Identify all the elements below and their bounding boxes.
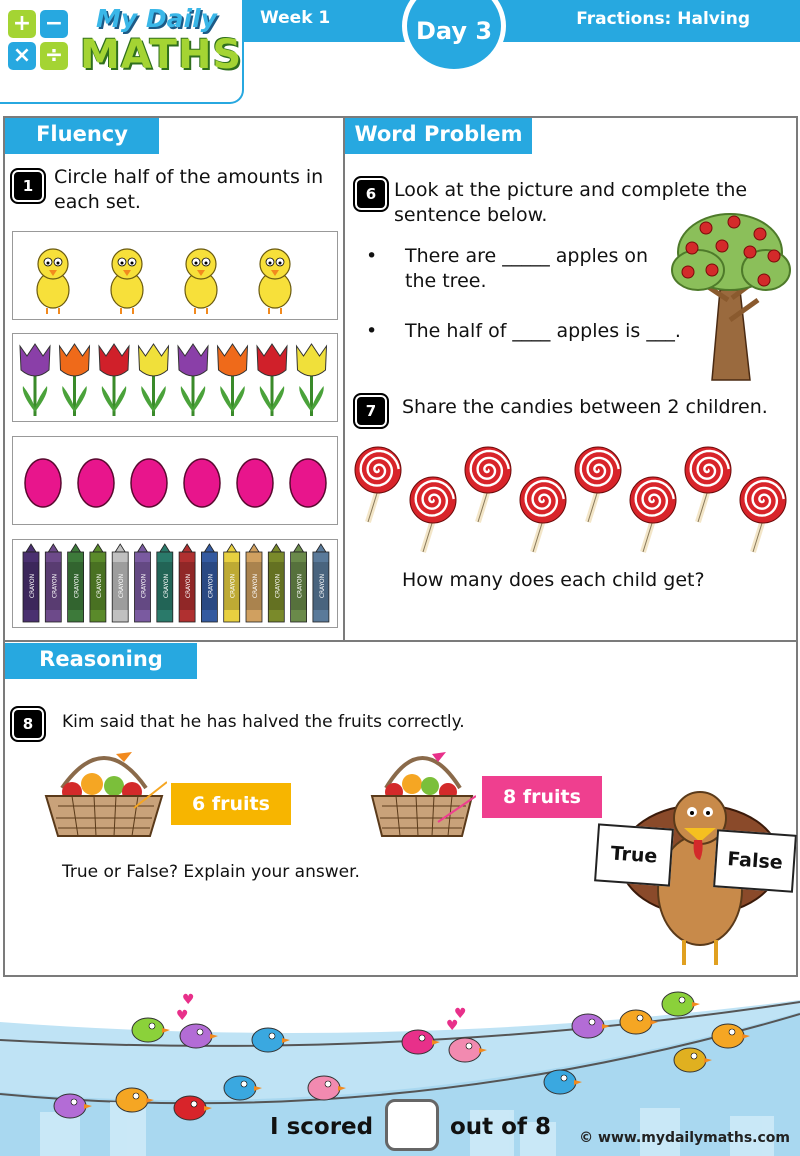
crayon-label: CRAYON bbox=[229, 573, 237, 599]
logo bbox=[0, 0, 244, 104]
q6-text: Look at the picture and complete the sentence below. bbox=[394, 179, 748, 226]
question-number-1: 1 bbox=[12, 170, 44, 202]
crayon-icon bbox=[112, 544, 128, 622]
times-symbol: × bbox=[8, 42, 36, 70]
day-label: Day 3 bbox=[415, 17, 493, 45]
fruit-basket-icon bbox=[368, 748, 476, 840]
lollipop-icon bbox=[740, 477, 786, 552]
crayon-icon bbox=[291, 544, 307, 622]
score-suffix: out of 8 bbox=[450, 1114, 551, 1140]
crayon-label: CRAYON bbox=[162, 573, 170, 599]
website-credit: © www.mydailymaths.com bbox=[579, 1130, 790, 1146]
crayon-label: CRAYON bbox=[51, 573, 59, 599]
q8-text: Kim said that he has halved the fruits correctly. bbox=[62, 712, 465, 732]
tulip-icons bbox=[13, 334, 339, 423]
lollipop-icon bbox=[575, 447, 621, 522]
crayon-icon bbox=[224, 544, 240, 622]
tulip-icon bbox=[297, 344, 327, 416]
false-card: False bbox=[713, 829, 797, 892]
egg-icon bbox=[290, 459, 326, 507]
apple-tree-icon bbox=[668, 200, 793, 382]
q6-bullet-1: There are _____ apples on the tree. bbox=[405, 245, 649, 292]
crayon-icon bbox=[135, 544, 151, 622]
crayon-label: CRAYON bbox=[140, 573, 148, 599]
crayon-set bbox=[12, 539, 338, 628]
question-number-7: 7 bbox=[355, 395, 387, 427]
lollipop-icons bbox=[350, 440, 795, 555]
egg-icon bbox=[131, 459, 167, 507]
crayon-icon bbox=[157, 544, 173, 622]
q7-question: How many does each child get? bbox=[402, 569, 705, 591]
tulip-icon bbox=[20, 344, 50, 416]
question-number-8: 8 bbox=[12, 708, 44, 740]
crayon-label: CRAYON bbox=[95, 573, 103, 599]
chick-icon bbox=[259, 249, 291, 314]
six-fruits-badge: 6 fruits bbox=[171, 783, 291, 825]
crayon-label: CRAYON bbox=[29, 573, 36, 599]
divide-symbol: ÷ bbox=[40, 42, 68, 70]
crayon-label: CRAYON bbox=[118, 573, 126, 599]
crayon-icon bbox=[246, 544, 262, 622]
question-number-6: 6 bbox=[355, 178, 387, 210]
crayon-icon bbox=[201, 544, 217, 622]
crayon-label: CRAYON bbox=[207, 573, 215, 599]
word-problem-title: Word Problem bbox=[345, 118, 532, 154]
crayon-icon bbox=[68, 544, 84, 622]
tulip-icon bbox=[178, 344, 208, 416]
heart-icon: ♥ bbox=[446, 1018, 459, 1034]
tulip-icon bbox=[99, 344, 129, 416]
egg-icons bbox=[13, 437, 339, 526]
plus-symbol: + bbox=[8, 10, 36, 38]
fruit-basket-icon bbox=[42, 748, 167, 840]
crayon-label: CRAYON bbox=[296, 573, 304, 599]
egg-icon bbox=[237, 459, 273, 507]
reasoning-prompt: True or False? Explain your answer. bbox=[62, 862, 360, 882]
crayon-icons bbox=[13, 540, 339, 629]
heart-icon: ♥ bbox=[454, 1006, 467, 1022]
score-prefix: I scored bbox=[270, 1114, 374, 1140]
lollipop-icon bbox=[355, 447, 401, 522]
lollipop-icon bbox=[685, 447, 731, 522]
page-header bbox=[0, 0, 800, 110]
logo-text-bottom: MATHS bbox=[80, 32, 243, 78]
chick-icon bbox=[111, 249, 143, 314]
minus-symbol: − bbox=[40, 10, 68, 38]
crayon-label: CRAYON bbox=[73, 573, 81, 599]
week-label: Week 1 bbox=[260, 8, 331, 28]
crayon-label: CRAYON bbox=[274, 573, 282, 599]
bullet-icon: • bbox=[366, 320, 378, 342]
tulip-icon bbox=[139, 344, 169, 416]
tulip-icon bbox=[257, 344, 287, 416]
chick-icons bbox=[13, 232, 339, 321]
crayon-icon bbox=[179, 544, 195, 622]
chick-icon bbox=[185, 249, 217, 314]
day-badge bbox=[402, 0, 506, 74]
fluency-title: Fluency bbox=[5, 118, 159, 154]
tulip-icon bbox=[218, 344, 248, 416]
crayon-label: CRAYON bbox=[318, 573, 326, 599]
logo-symbols-icon bbox=[8, 10, 72, 74]
egg-icon bbox=[25, 459, 61, 507]
heart-icon: ♥ bbox=[182, 992, 195, 1008]
q6-bullet-2: The half of ____ apples is ___. bbox=[405, 320, 681, 342]
lollipop-icon bbox=[465, 447, 511, 522]
egg-icon bbox=[78, 459, 114, 507]
crayon-icon bbox=[313, 544, 329, 622]
lollipop-icon bbox=[630, 477, 676, 552]
crayon-label: CRAYON bbox=[252, 573, 259, 599]
true-card: True bbox=[594, 823, 674, 886]
fluency-question: Circle half of the amounts in each set. bbox=[54, 166, 324, 213]
tulip-icon bbox=[60, 344, 90, 416]
crayon-icon bbox=[90, 544, 106, 622]
crayon-label: CRAYON bbox=[185, 573, 193, 599]
heart-icon: ♥ bbox=[176, 1008, 189, 1024]
header-bar bbox=[240, 0, 800, 42]
lollipop-icon bbox=[520, 477, 566, 552]
crayon-icon bbox=[45, 544, 61, 622]
chick-set bbox=[12, 231, 338, 320]
egg-set bbox=[12, 436, 338, 525]
chick-icon bbox=[37, 249, 69, 314]
eight-fruits-badge: 8 fruits bbox=[482, 776, 602, 818]
crayon-icon bbox=[268, 544, 284, 622]
bullet-icon: • bbox=[366, 245, 378, 267]
reasoning-title: Reasoning bbox=[5, 643, 197, 679]
logo-text-top: My Daily bbox=[96, 4, 217, 33]
egg-icon bbox=[184, 459, 220, 507]
tulip-set bbox=[12, 333, 338, 422]
crayon-icon bbox=[23, 544, 39, 622]
score-input-box[interactable] bbox=[385, 1099, 439, 1151]
lollipop-icon bbox=[410, 477, 456, 552]
q7-text: Share the candies between 2 children. bbox=[402, 396, 768, 418]
topic-label: Fractions: Halving bbox=[576, 9, 750, 29]
